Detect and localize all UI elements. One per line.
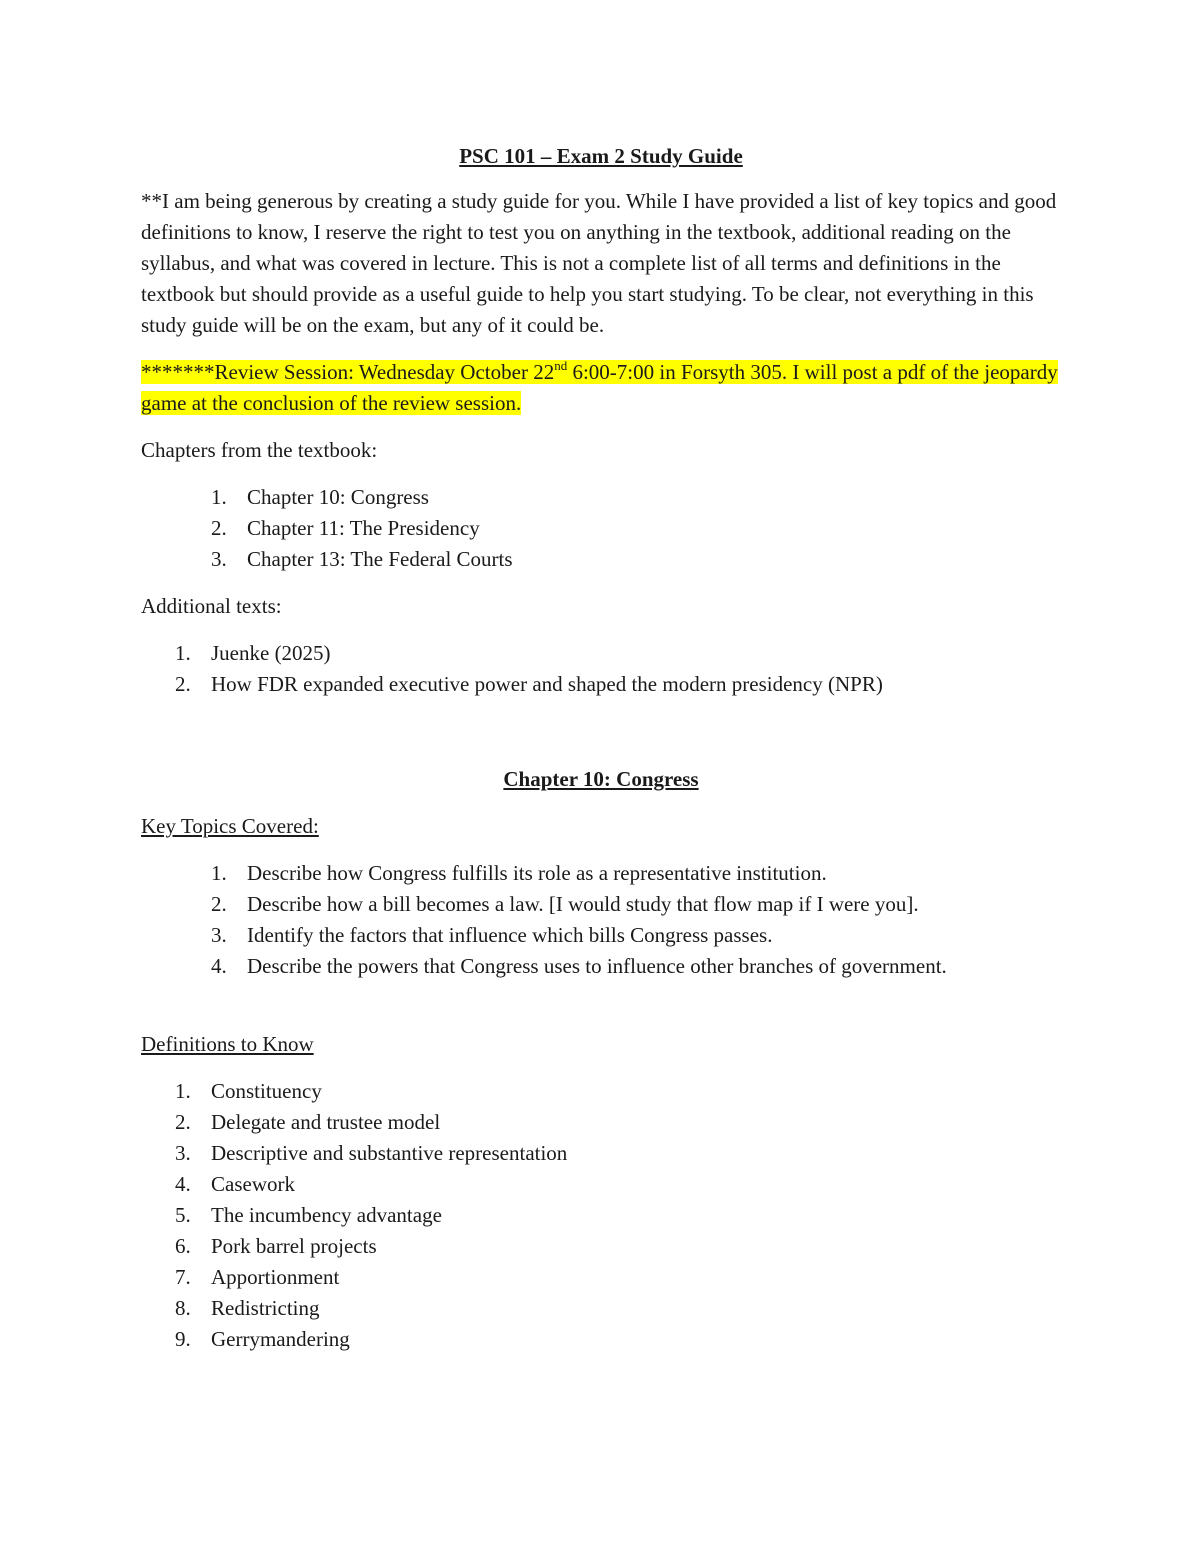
list-item: 3. Chapter 13: The Federal Courts xyxy=(211,547,513,571)
list-item: 3. Descriptive and substantive representation xyxy=(175,1141,568,1165)
list-item: 1. Constituency xyxy=(175,1079,322,1103)
review-text-start: *******Review Session: Wednesday October 22 xyxy=(141,360,555,384)
intro-paragraph: **I am being generous by creating a study guide for you. While I have provided a list of key topics and good definitions to know, I reserve the right to test you on anything in the textbook, additional reading on the syllabus, and what was covered in lecture. This is not a complete list of all terms and definitions in the textbook but should provide as a useful guide to help you start studying. To be clear, not everything in this study guide will be on the exam, but any of it could be. xyxy=(141,189,1057,337)
chapter-heading: Chapter 10: Congress xyxy=(503,767,699,791)
additional-texts-list xyxy=(141,638,1061,700)
list-item: 8. Redistricting xyxy=(175,1296,320,1320)
list-item: 2. Delegate and trustee model xyxy=(175,1110,441,1134)
chapters-list xyxy=(141,482,1061,575)
list-item: 6. Pork barrel projects xyxy=(175,1234,377,1258)
list-item: 2. Chapter 11: The Presidency xyxy=(211,516,480,540)
list-item: 4. Describe the powers that Congress uses to influence other branches of government. xyxy=(211,954,947,978)
list-item: 9. Gerrymandering xyxy=(175,1327,350,1351)
ordinal-suffix: nd xyxy=(554,358,568,373)
document-content xyxy=(141,140,1061,1355)
list-item: 5. The incumbency advantage xyxy=(175,1203,442,1227)
list-item: 1. Describe how Congress fulfills its role as a representative institution. xyxy=(211,861,827,885)
list-item: 7. Apportionment xyxy=(175,1265,340,1289)
list-item: 3. Identify the factors that influence which bills Congress passes. xyxy=(211,923,773,947)
review-text-end: 6:00-7:00 in Forsyth 305. I will post a pdf of the jeopardy game at the conclusion of the review session. xyxy=(141,360,1058,415)
list-item: 4. Casework xyxy=(175,1172,295,1196)
review-session-notice xyxy=(141,357,1061,419)
additional-texts-label: Additional texts: xyxy=(141,594,282,618)
document-title: PSC 101 – Exam 2 Study Guide xyxy=(459,144,743,168)
key-topics-list xyxy=(141,858,1061,982)
chapters-label: Chapters from the textbook: xyxy=(141,438,378,462)
list-item: 1. Juenke (2025) xyxy=(175,641,331,665)
definitions-list xyxy=(141,1076,1061,1355)
list-item: 1. Chapter 10: Congress xyxy=(211,485,429,509)
list-item: 2. Describe how a bill becomes a law. [I would study that flow map if I were you]. xyxy=(211,892,919,916)
list-item: 2. How FDR expanded executive power and shaped the modern presidency (NPR) xyxy=(175,672,883,696)
key-topics-label: Key Topics Covered: xyxy=(141,814,319,838)
highlighted-text xyxy=(141,360,1058,415)
definitions-label: Definitions to Know xyxy=(141,1032,314,1056)
